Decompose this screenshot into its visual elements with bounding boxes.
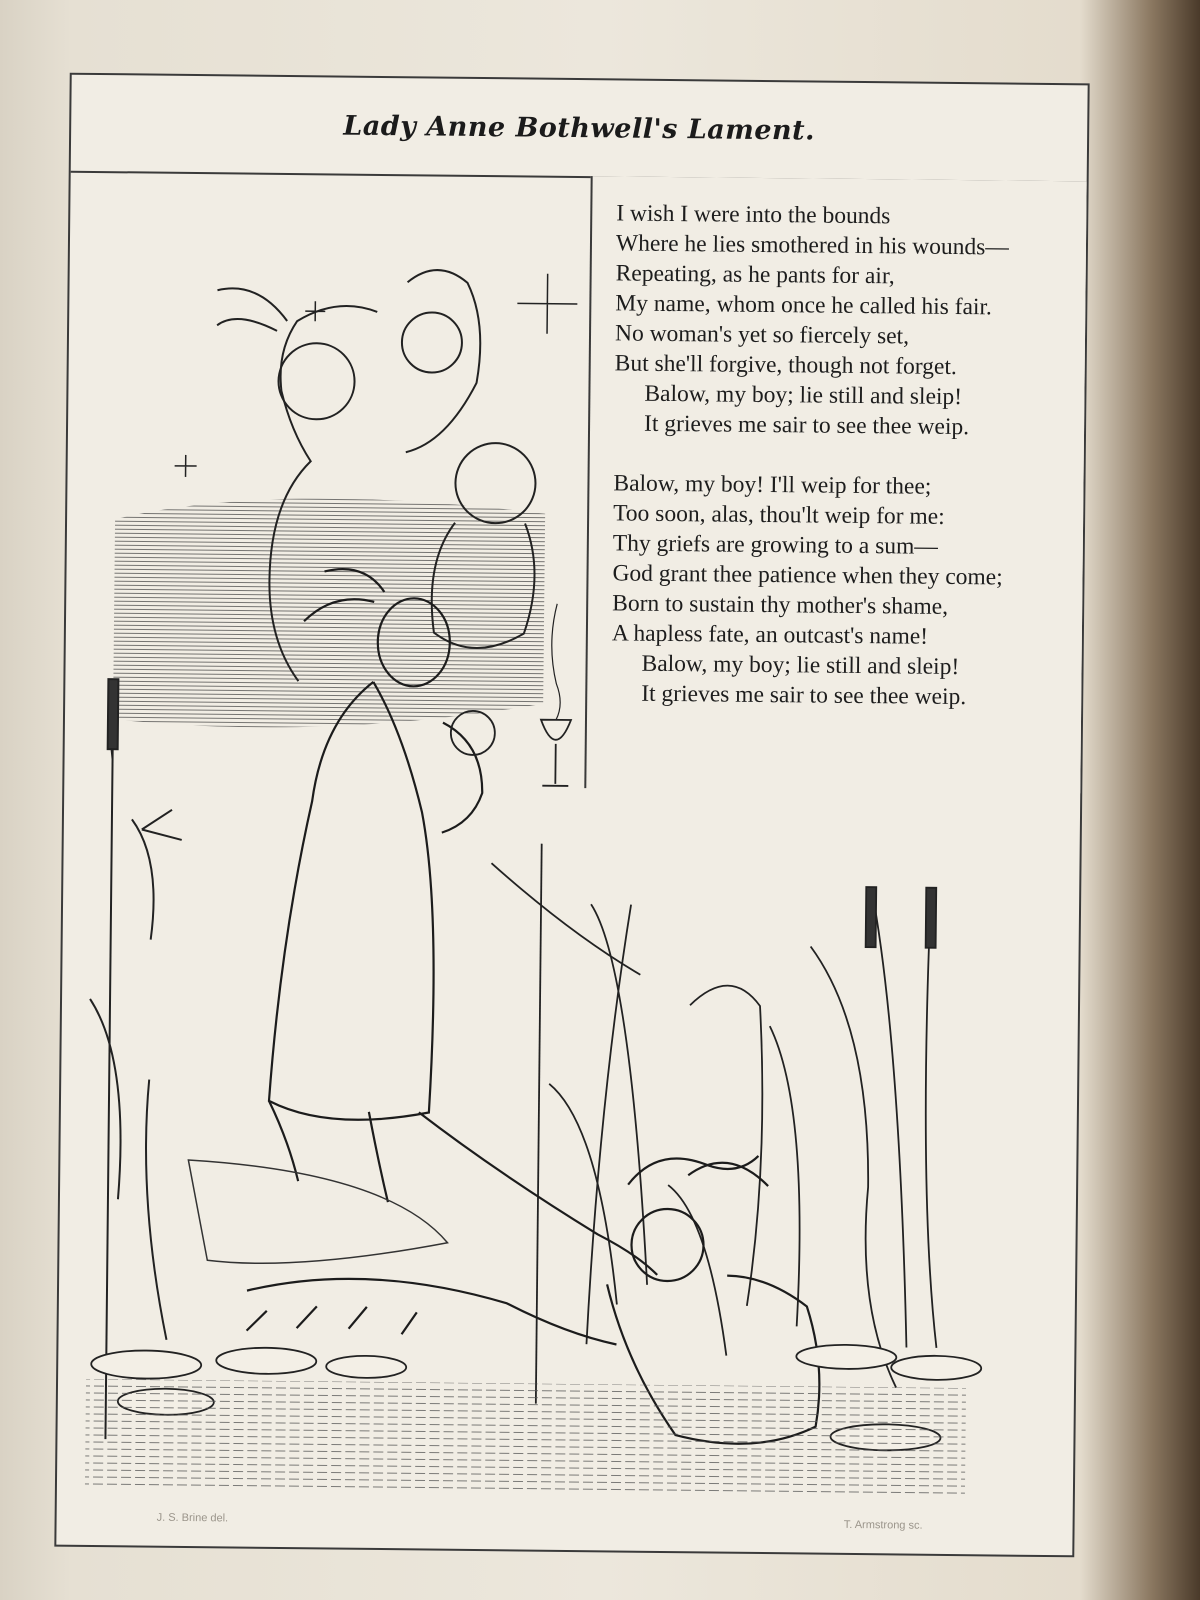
sky-hatching xyxy=(113,496,545,730)
poem-line: My name, whom once he called his fair. xyxy=(615,290,993,321)
reeds-left xyxy=(85,679,183,1440)
poem-line: But she'll forgive, though not forget. xyxy=(614,350,957,381)
poem-line: Too soon, alas, thou'lt weip for me: xyxy=(613,500,945,530)
poem-line: Balow, my boy; lie still and sleip! xyxy=(644,380,963,411)
title-band xyxy=(71,75,1088,184)
poem-line: No woman's yet so fiercely set, xyxy=(614,320,910,350)
poem-text xyxy=(611,198,1079,743)
engraver-credit: T. Armstrong sc. xyxy=(843,1518,923,1532)
poem-line: A hapless fate, an outcast's name! xyxy=(611,620,929,650)
poem-panel xyxy=(584,176,1086,793)
book-page xyxy=(54,73,1089,1558)
poem-line: Where he lies smothered in his wounds— xyxy=(615,230,1009,261)
page-title: Lady Anne Bothwell's Lament. xyxy=(343,110,816,147)
bank-ledge xyxy=(187,1160,448,1265)
poem-line: Repeating, as he pants for air, xyxy=(615,260,895,290)
poem-line: It grieves me sair to see thee weip. xyxy=(641,680,967,711)
poem-stanza xyxy=(611,468,1075,713)
poem-line: Balow, my boy; lie still and sleip! xyxy=(641,650,960,681)
artist-credit: J. S. Brine del. xyxy=(156,1511,229,1525)
poem-line: I wish I were into the bounds xyxy=(616,200,891,230)
poem-stanza xyxy=(614,198,1078,443)
poem-line: It grieves me sair to see thee weip. xyxy=(643,410,970,441)
reeds-right xyxy=(486,843,942,1408)
poem-line: God grant thee patience when they come; xyxy=(612,560,1003,591)
poem-line: Born to sustain thy mother's shame, xyxy=(612,590,949,620)
goblet-icon xyxy=(540,604,572,786)
poem-line: Balow, my boy! I'll weip for thee; xyxy=(613,470,932,500)
poem-line: Thy griefs are growing to a sum— xyxy=(612,530,938,560)
water-surface xyxy=(85,1379,966,1498)
